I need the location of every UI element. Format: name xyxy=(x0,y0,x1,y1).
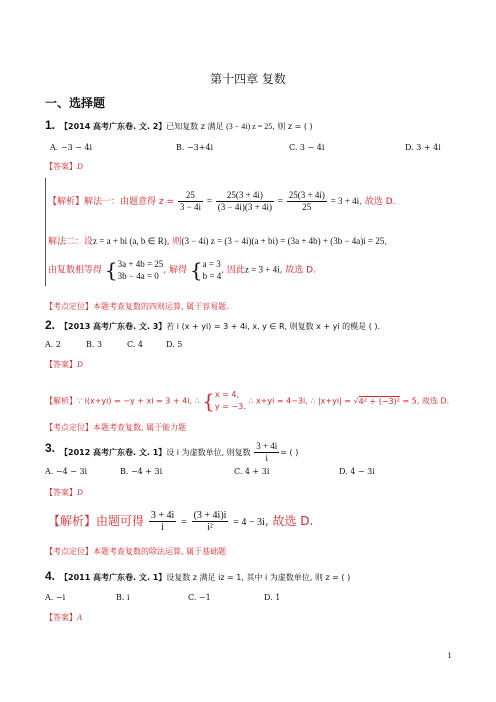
method-2-intro: 解法二：设 xyxy=(48,237,94,247)
method-2-equal-text: 由复数相等得 xyxy=(48,265,103,276)
question-3-stem-end: = ( ) xyxy=(280,448,299,457)
method-2-solve-text: , 解得 xyxy=(163,265,188,276)
question-3-stem-text: 设 i 为虚数单位, 则复数 xyxy=(166,448,251,457)
analysis-text-a: ∵ i(x+yi) = −y + xi = 3 + 4i, ∴ xyxy=(77,396,200,406)
analysis-text-b: ∴ x+yi = 4−3i, ∴ |x+yi| = xyxy=(248,396,351,406)
question-3-option-b: B. −4 + 3i xyxy=(120,467,163,476)
answer-label: 【答案】 xyxy=(45,488,77,497)
question-4-option-a: A. −i xyxy=(45,593,66,602)
question-4-option-d: D. 1 xyxy=(264,593,281,602)
analysis-end: , 故选 D. xyxy=(264,514,314,528)
left-brace-icon: { xyxy=(189,258,203,282)
question-2-number: 2. xyxy=(45,318,56,332)
analysis-border xyxy=(45,178,46,286)
equals-sign: = xyxy=(181,517,187,528)
question-2-option-a: A. 2 xyxy=(45,340,61,349)
question-4-number: 4. xyxy=(45,569,56,583)
question-1-stem xyxy=(60,121,313,132)
question-3-source: 【2012 高考广东卷. 文. 1】 xyxy=(60,448,167,457)
answer-label: 【答案】 xyxy=(45,162,77,171)
analysis-label: 【解析】 xyxy=(48,514,97,528)
system-1: 3a + 4b = 25 3b − 4a = 0 xyxy=(117,259,164,281)
analysis-text-a: 由题可得 xyxy=(96,514,145,528)
sqrt-body: 4² + (−3)² xyxy=(358,396,400,406)
method-2-text: , 则 xyxy=(166,237,182,247)
question-4-stem-text: 设复数 z 满足 iz = 1, 其中 i 为虚数单位, 则 z = ( ) xyxy=(166,573,351,582)
question-1-key-point: 【考点定位】本题考查复数的四则运算, 属于容易题. xyxy=(45,302,229,311)
question-3-answer xyxy=(45,487,83,498)
analysis-label: 【解析】 xyxy=(45,396,77,406)
question-1-option-d: D. 3 + 4i xyxy=(405,143,441,152)
answer-value: D xyxy=(77,162,83,171)
question-3-fraction: $\frac{3 + 4i}{i}$ xyxy=(256,441,278,463)
question-4-stem xyxy=(60,572,350,583)
question-3-number: 3. xyxy=(45,441,56,455)
left-brace-icon: { xyxy=(202,389,215,413)
answer-label: 【答案】 xyxy=(45,360,77,369)
equals-sign: = xyxy=(206,196,212,206)
question-1-equation: (3 − 4i) z = 25 xyxy=(226,122,273,131)
question-2-answer xyxy=(45,359,83,370)
question-4-answer xyxy=(45,612,82,623)
question-1-analysis-method-2 xyxy=(48,234,387,247)
answer-value: D xyxy=(77,360,83,369)
equals-sign: = xyxy=(277,196,283,206)
question-4-option-c: C. −1 xyxy=(188,593,211,602)
page-number: 1 xyxy=(447,652,452,660)
question-1-analysis-method-1 xyxy=(48,190,396,213)
analysis-label: 【解析】 xyxy=(48,197,85,207)
question-3-analysis xyxy=(48,510,313,533)
question-2-option-d: D. 5 xyxy=(166,340,183,349)
method-2-eq-2: (3 − 4i) z = (3 − 4i)(a + bi) = (3a + 4b) + (3b − 4a)i = 25 xyxy=(181,236,385,246)
section-title: 一、选择题 xyxy=(45,96,106,110)
method-2-comma: , xyxy=(384,237,388,247)
question-4-option-b: B. i xyxy=(116,593,130,602)
fraction-3: $\frac{25(3 + 4i)}{25}$ xyxy=(288,190,325,212)
question-2-stem-text: 若 i (x + yi) = 3 + 4i, x, y ∈ R, 则复数 x + yi 的模是 ( ). xyxy=(166,322,381,331)
fraction-2: $\frac{25(3 + 4i)}{(3 - 4i)(3 + 4i)}$ xyxy=(217,190,272,212)
fraction-1: $\frac{25}{3 - 4i}$ xyxy=(179,190,201,212)
method-2-hence: , 因此 xyxy=(221,265,245,276)
question-1-number: 1. xyxy=(45,118,56,132)
question-1-option-a: A. −3 − 4i xyxy=(50,143,93,152)
question-3-option-c: C. 4 + 3i xyxy=(234,467,270,476)
question-1-stem-end: , 则 z = ( ) xyxy=(272,122,313,131)
analysis-result: = 4 − 3i xyxy=(233,517,265,528)
question-2-option-b: B. 3 xyxy=(86,340,103,349)
system-2: a = 3 b = 4 xyxy=(202,259,222,281)
analysis-text-c: = 5, 故选 D. xyxy=(402,396,450,406)
answer-value: A xyxy=(77,613,82,622)
analysis-fraction-2: $\frac{(3 + 4i)i}{\text{i²}}$ xyxy=(193,510,227,533)
sqrt-sign-icon: √ xyxy=(353,396,359,406)
question-3-key-point: 【考点定位】本题考查复数的除法运算, 属于基础题 xyxy=(45,547,227,556)
question-1-source: 【2014 高考广东卷. 文. 2】 xyxy=(60,122,167,131)
analysis-system: x = 4, y = −3. xyxy=(214,390,246,411)
method-1-intro: 解法一：由题意得 z = xyxy=(84,197,175,207)
question-4-source: 【2011 高考广东卷. 文. 1】 xyxy=(60,573,167,582)
analysis-fraction-1: $\frac{3 + 4i}{i}$ xyxy=(150,510,175,533)
question-2-source: 【2013 高考广东卷. 文. 3】 xyxy=(60,322,167,331)
chapter-title: 第十四章 复数 xyxy=(210,72,286,86)
question-1-option-c: C. 3 − 4i xyxy=(289,143,325,152)
question-3-option-a: A. −4 − 3i xyxy=(45,467,88,476)
question-2-stem xyxy=(60,321,380,332)
question-2-analysis xyxy=(45,389,449,413)
method-2-eq-1: z = a + bi (a, b ∈ R) xyxy=(93,236,167,246)
answer-value: D xyxy=(77,488,83,497)
question-3-stem xyxy=(60,441,298,464)
question-2-option-c: C. 4 xyxy=(127,340,144,349)
left-brace-icon: { xyxy=(104,258,118,282)
method-1-result: = 3 + 4i xyxy=(330,196,360,206)
question-3-option-d: D. 4 − 3i xyxy=(339,467,375,476)
method-1-end: , 故选 D. xyxy=(359,197,396,207)
question-1-stem-text: 已知复数 z 满足 xyxy=(166,122,224,131)
answer-label: 【答案】 xyxy=(45,613,77,622)
method-2-end: , 故选 D. xyxy=(279,265,316,276)
method-2-eq-3: z = 3 + 4i xyxy=(244,264,280,275)
question-1-analysis-system xyxy=(48,258,316,282)
question-1-option-b: B. −3+4i xyxy=(176,143,214,152)
question-1-answer xyxy=(45,161,83,172)
question-2-key-point: 【考点定位】本题考查复数, 属于能力题 xyxy=(45,423,187,432)
